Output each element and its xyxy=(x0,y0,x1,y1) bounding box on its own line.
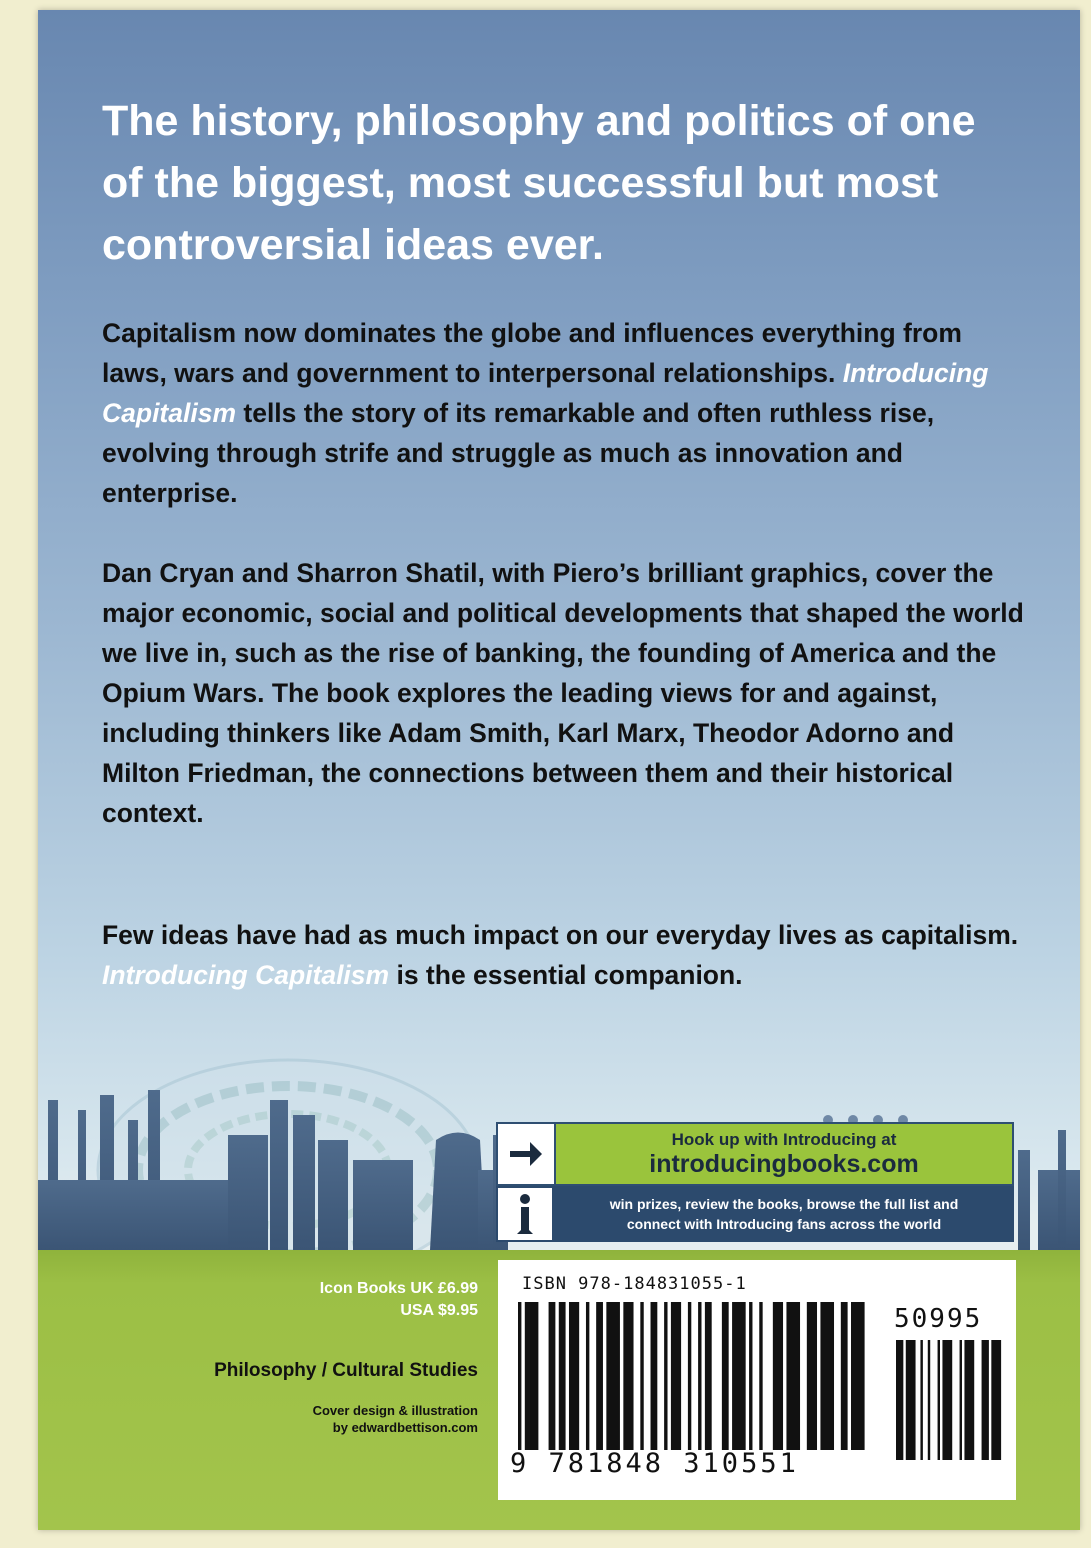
barcode-bar xyxy=(518,1302,521,1450)
paragraph3-text-before: Few ideas have had as much impact on our everyday lives as capitalism. xyxy=(102,920,1019,950)
barcode-bar xyxy=(928,1340,930,1460)
barcode-bar xyxy=(640,1302,643,1450)
barcode-bar xyxy=(807,1302,817,1450)
addon-barcode-digits: 50995 xyxy=(894,1304,983,1334)
description-paragraph-2: Dan Cryan and Sharron Shatil, with Piero’s brilliant graphics, cover the major economic, social and political developments that shaped the world we live in, such as the rise of banking, the founding of America and the Opium Wars. The book explores the leading views for and against, including thinkers like Adam Smith, Karl Marx, Theodor Adorno and Milton Friedman, the connections between them and their historical context. xyxy=(102,558,1024,828)
barcode-bar xyxy=(525,1302,539,1450)
barcode-bar xyxy=(759,1302,762,1450)
barcode-bar xyxy=(938,1340,940,1460)
paragraph3-text-after: is the essential companion. xyxy=(389,960,743,990)
price-us: USA $9.95 xyxy=(400,1302,478,1319)
isbn-number: ISBN 978-184831055-1 xyxy=(522,1274,747,1294)
barcode-bar xyxy=(982,1340,989,1460)
barcode-bar xyxy=(623,1302,633,1450)
cover-credit-line-1: Cover design & illustration xyxy=(312,1403,478,1418)
barcode-bar xyxy=(732,1302,746,1450)
barcode-bar xyxy=(596,1302,603,1450)
barcode-bar xyxy=(964,1340,974,1460)
barcode-bar xyxy=(569,1302,579,1450)
promo-hook-up-text: Hook up with Introducing at xyxy=(671,1130,897,1149)
info-icon-box xyxy=(496,1186,554,1242)
price-uk: Icon Books UK £6.99 xyxy=(319,1280,478,1297)
book-category: Philosophy / Cultural Studies xyxy=(214,1360,478,1381)
promo-website-row[interactable] xyxy=(496,1122,1014,1186)
ean-barcode-digits: 9 781848 310551 xyxy=(510,1448,799,1479)
barcode-bar xyxy=(896,1340,903,1460)
barcode-bar xyxy=(606,1302,620,1450)
barcode-bar xyxy=(841,1302,848,1450)
paragraph1-text-before: Capitalism now dominates the globe and influences everything from laws, wars and government to interpersonal relationships. xyxy=(102,318,962,388)
book-title-italic: Introducing Capitalism xyxy=(102,960,390,990)
ean-barcode xyxy=(518,1302,868,1450)
barcode-bar xyxy=(960,1340,962,1460)
description-paragraph-3 xyxy=(102,915,1032,995)
barcode-bar xyxy=(559,1302,566,1450)
promo-website-link[interactable]: introducingbooks.com xyxy=(649,1150,919,1178)
barcode-bar xyxy=(851,1302,865,1450)
website-promo-box xyxy=(496,1122,1014,1240)
info-icon xyxy=(498,1188,552,1240)
barcode-bar xyxy=(664,1302,667,1450)
barcode-bar xyxy=(820,1302,834,1450)
barcode-bar xyxy=(906,1340,916,1460)
barcode-bar xyxy=(651,1302,658,1450)
promo-info-line-1: win prizes, review the books, browse the full list and xyxy=(609,1196,959,1212)
headline: The history, philosophy and politics of one of the biggest, most successful but most controversial ideas ever. xyxy=(102,97,976,269)
barcode-bar xyxy=(549,1302,556,1450)
barcode-panel xyxy=(498,1260,1016,1500)
barcode-bar xyxy=(671,1302,681,1450)
promo-info-line-2: connect with Introducing fans across the world xyxy=(626,1216,942,1232)
description-paragraph-1 xyxy=(102,313,1032,513)
cover-credit-line-2: by edwardbettison.com xyxy=(332,1420,478,1435)
barcode-bar xyxy=(942,1340,952,1460)
arrow-icon-box xyxy=(498,1124,556,1184)
barcode-bar xyxy=(688,1302,691,1450)
addon-barcode xyxy=(896,1340,1006,1460)
book-title-italic: Introducing Capitalism xyxy=(102,358,989,428)
barcode-bar xyxy=(705,1302,712,1450)
barcode-bar xyxy=(586,1302,589,1450)
barcode-bar xyxy=(722,1302,729,1450)
barcode-bar xyxy=(698,1302,701,1450)
barcode-bar xyxy=(786,1302,800,1450)
barcode-bar xyxy=(749,1302,752,1450)
arrow-right-icon xyxy=(498,1124,552,1184)
promo-info-row xyxy=(496,1186,1014,1242)
barcode-bar xyxy=(773,1302,783,1450)
barcode-bar xyxy=(991,1340,1001,1460)
book-back-cover xyxy=(38,10,1080,1530)
paragraph1-text-after: tells the story of its remarkable and often ruthless rise, evolving through strife and struggle as much as innovation and enterprise. xyxy=(102,398,935,508)
barcode-bar xyxy=(920,1340,922,1460)
